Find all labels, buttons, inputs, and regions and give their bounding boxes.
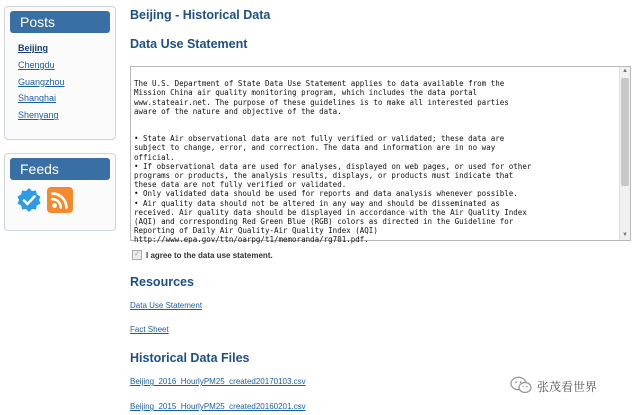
feeds-panel <box>4 153 116 231</box>
post-link-beijing[interactable]: Beijing <box>18 43 49 53</box>
posts-list-item <box>18 40 110 57</box>
data-use-heading: Data Use Statement <box>130 37 248 51</box>
watermark <box>510 376 597 397</box>
data-use-text <box>134 70 618 245</box>
resources-heading: Resources <box>130 275 194 289</box>
agree-checkbox[interactable]: ✓ <box>132 250 142 260</box>
post-link-shanghai[interactable]: Shanghai <box>18 93 57 104</box>
data-use-statement-link[interactable]: Data Use Statement <box>130 301 203 310</box>
page-title: Beijing - Historical Data <box>130 8 271 22</box>
post-link-shenyang[interactable]: Shenyang <box>18 110 59 121</box>
posts-panel <box>4 6 116 140</box>
historical-data-heading: Historical Data Files <box>130 351 250 365</box>
post-link-chengdu[interactable]: Chengdu <box>18 59 55 70</box>
posts-list-item <box>18 57 110 74</box>
scroll-thumb[interactable] <box>621 78 629 186</box>
feeds-panel-title: Feeds <box>10 158 110 180</box>
data-file-link[interactable]: Beijing_2016_HourlyPM25_created20170103.csv <box>130 377 306 386</box>
verified-badge-icon[interactable] <box>16 187 42 213</box>
data-use-paragraph: The U.S. Department of State Data Use Statement applies to data available from the Mission China air quality monitoring program, which includes the data portal www.stateair.net. The purpose of these guidelines is to make all interested parties aware of the nature and objective of the data. <box>134 79 509 116</box>
posts-panel-title: Posts <box>10 11 110 33</box>
post-link-guangzhou[interactable]: Guangzhou <box>18 76 65 87</box>
data-use-textarea[interactable] <box>130 66 631 245</box>
posts-list <box>18 40 110 124</box>
wechat-icon <box>510 376 532 397</box>
feed-icons <box>16 187 110 213</box>
watermark-text: 张茂看世界 <box>537 380 598 394</box>
textarea-scrollbar[interactable] <box>619 67 630 240</box>
scroll-down-arrow-icon[interactable]: ▼ <box>622 232 628 238</box>
sidebar <box>4 6 116 231</box>
rss-icon[interactable] <box>47 187 73 213</box>
agree-label: I agree to the data use statement. <box>146 250 273 260</box>
data-file-link[interactable]: Beijing_2015_HourlyPM25_created20160201.csv <box>130 402 306 411</box>
agree-row <box>132 250 273 260</box>
posts-list-item <box>18 74 110 91</box>
posts-list-item <box>18 90 110 107</box>
posts-list-item <box>18 107 110 124</box>
data-use-paragraph: • State Air observational data are not fully verified or validated; these data are subject to change, error, and correction. The data and information are in no way official. • If observational data are used for analyses, displayed on web pages, or used for other programs or products, the analysis results, displays, or products must indicate that these data are not fully verified or validated. • Only validated data should be used for reports and data analysis whenever possible. • Air quality data should not be altered in any way and should be disseminated as received. Air quality data should be displayed in accordance with the Air Quality Index (AQI) and corresponding Red Green Blue (RGB) colors as directed in the Guideline for Reporting of Daily Air Quality-Air Quality Index (AQI) http://www.epa.gov/ttn/oarpg/t1/memoranda/rg701.pdf. <box>134 134 532 245</box>
fact-sheet-link[interactable]: Fact Sheet <box>130 325 169 334</box>
scroll-up-arrow-icon[interactable]: ▲ <box>622 68 628 74</box>
